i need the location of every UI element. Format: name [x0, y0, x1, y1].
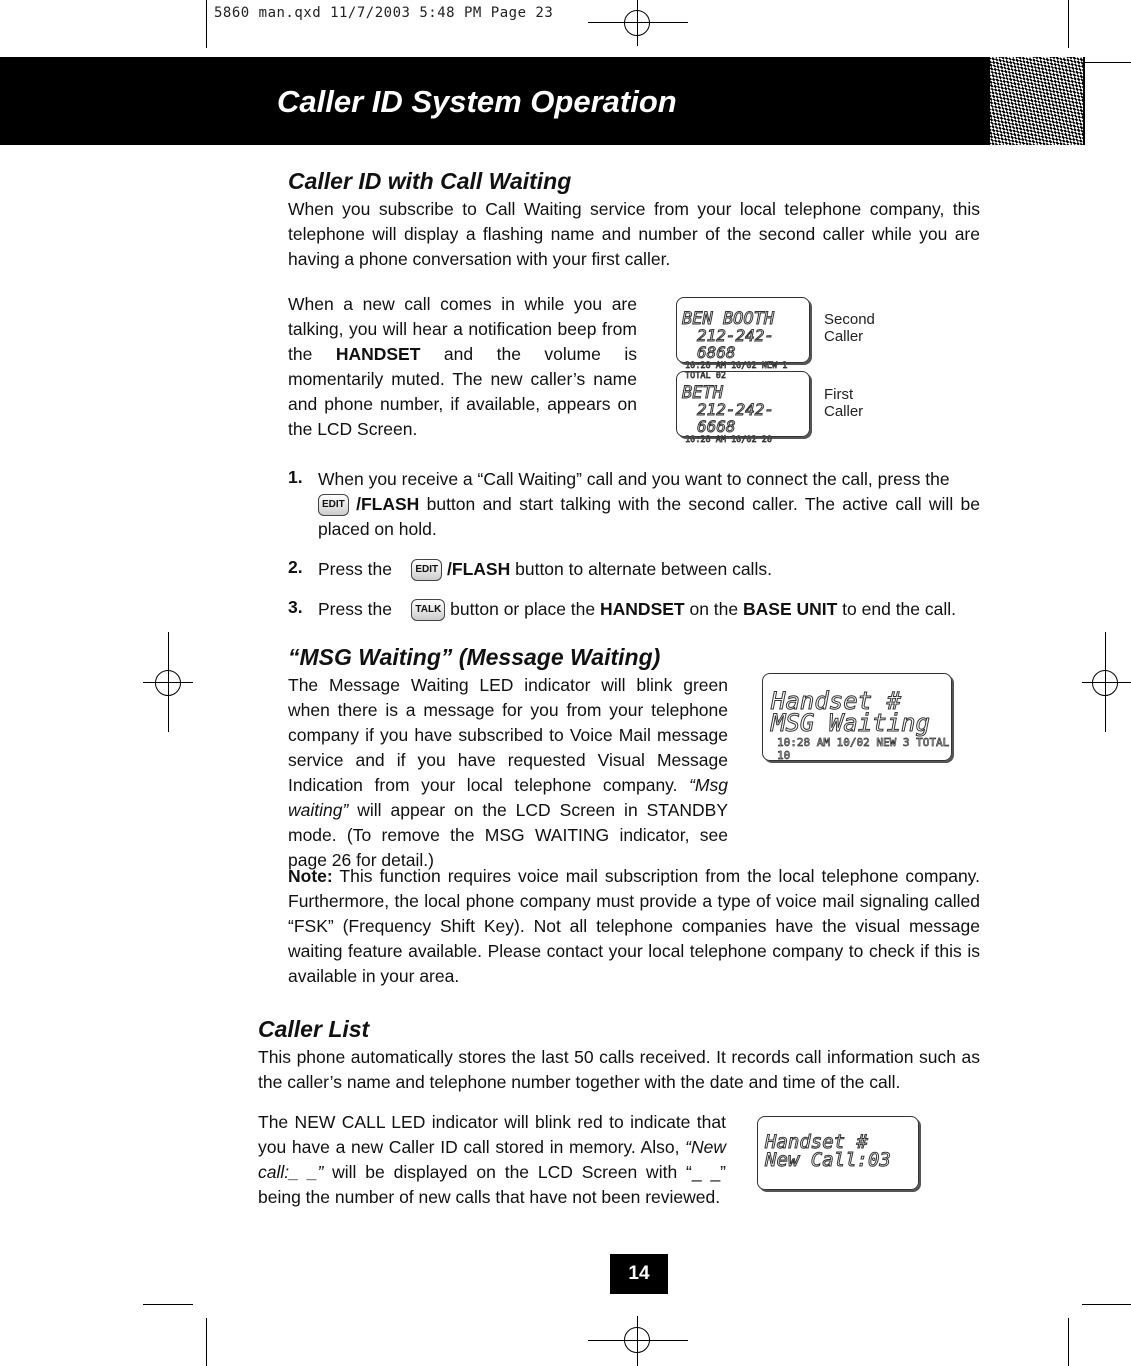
lcd-first-caller [676, 371, 810, 445]
caption-first-caller: First Caller [824, 386, 864, 420]
lcd-name: BEN BOOTH [682, 309, 775, 329]
lcd-second-caller [676, 297, 810, 381]
lcd-line1: Handset # [771, 687, 902, 715]
step-number: 1. [288, 467, 303, 487]
lcd-line1: Handset # [765, 1131, 868, 1153]
edit-button-icon: EDIT [411, 559, 442, 581]
note-paragraph: Note: This function requires voice mail subscription from the local telephone company. Furthermore, the local phone company must provide a type of voice mail signaling called “FSK” (Frequency Shift Key). Not all telephone companies have the visual message waiting feature available. Please contact your local telephone company to check if this is available in your area. [288, 866, 980, 986]
decorative-pattern [990, 57, 1083, 145]
step-2: Press the EDIT /FLASH button to alternate between calls. [318, 557, 980, 582]
file-slug: 5860 man.qxd 11/7/2003 5:48 PM Page 23 [214, 5, 554, 21]
lcd-msg-waiting [762, 673, 952, 761]
lcd-line2: New Call:03 [765, 1149, 891, 1171]
lcd-line2: MSG Waiting [771, 709, 930, 737]
caption-second-caller: Second Caller [824, 311, 875, 345]
step-number: 2. [288, 557, 303, 577]
lcd-number: 212-242-6868 [697, 326, 775, 362]
section-title-call-waiting: Caller ID with Call Waiting [288, 168, 572, 194]
page-title: Caller ID System Operation [277, 84, 677, 119]
msg-waiting-paragraph: The Message Waiting LED indicator will blink green when there is a message for you from your telephone company if you have subscribed to Voice Mail message service and if you have requested Visual Message Indication from your local telephone company. “Msg waiting” will appear on the LCD Screen in STANDBY mode. (To remove the MSG WAITING indicator, see page 26 for detail.) [288, 675, 728, 870]
step-number: 3. [288, 597, 303, 617]
lcd-new-call [757, 1116, 919, 1190]
call-waiting-intro: When you subscribe to Call Waiting service from your local telephone company, this telephone will display a flashing name and number of the second caller while you are having a phone conversation with your first caller. [288, 199, 980, 269]
caller-list-paragraph: This phone automatically stores the last 50 calls received. It records call information such as the caller’s name and telephone number together with the date and time of the call. [258, 1047, 980, 1092]
lcd-status: 10:28 AM 10/02 20 [685, 435, 772, 445]
lcd-status: 10:28 AM 10/02 NEW 3 TOTAL 10 [777, 736, 950, 762]
lcd-name: BETH [682, 383, 723, 403]
new-call-paragraph: The NEW CALL LED indicator will blink red to indicate that you have a new Caller ID call stored in memory. Also, “New call:_ _” will be displayed on the LCD Screen with “_ _” being the number of new calls that have not been reviewed. [258, 1112, 726, 1207]
step-1: When you receive a “Call Waiting” call and you want to connect the call, press the EDIT /FLASH button and start talking with the second caller. The active call will be placed on hold. [318, 469, 980, 539]
page-number: 14 [610, 1254, 668, 1294]
section-title-msg-waiting: “MSG Waiting” (Message Waiting) [288, 644, 661, 670]
call-waiting-paragraph: When a new call comes in while you are talking, you will hear a notification beep from the HANDSET and the volume is momentarily muted. The new caller’s name and phone number, if available, appears on the LCD Screen. [288, 294, 637, 439]
lcd-number: 212-242-6668 [697, 400, 775, 436]
talk-button-icon: TALK [411, 599, 445, 621]
edit-button-icon: EDIT [318, 494, 349, 516]
section-title-caller-list: Caller List [258, 1016, 370, 1042]
step-3: Press the TALK button or place the HANDSET on the BASE UNIT to end the call. [318, 597, 980, 622]
lcd-status: 10:28 AM 10/02 NEW 1 TOTAL 02 [685, 361, 788, 381]
